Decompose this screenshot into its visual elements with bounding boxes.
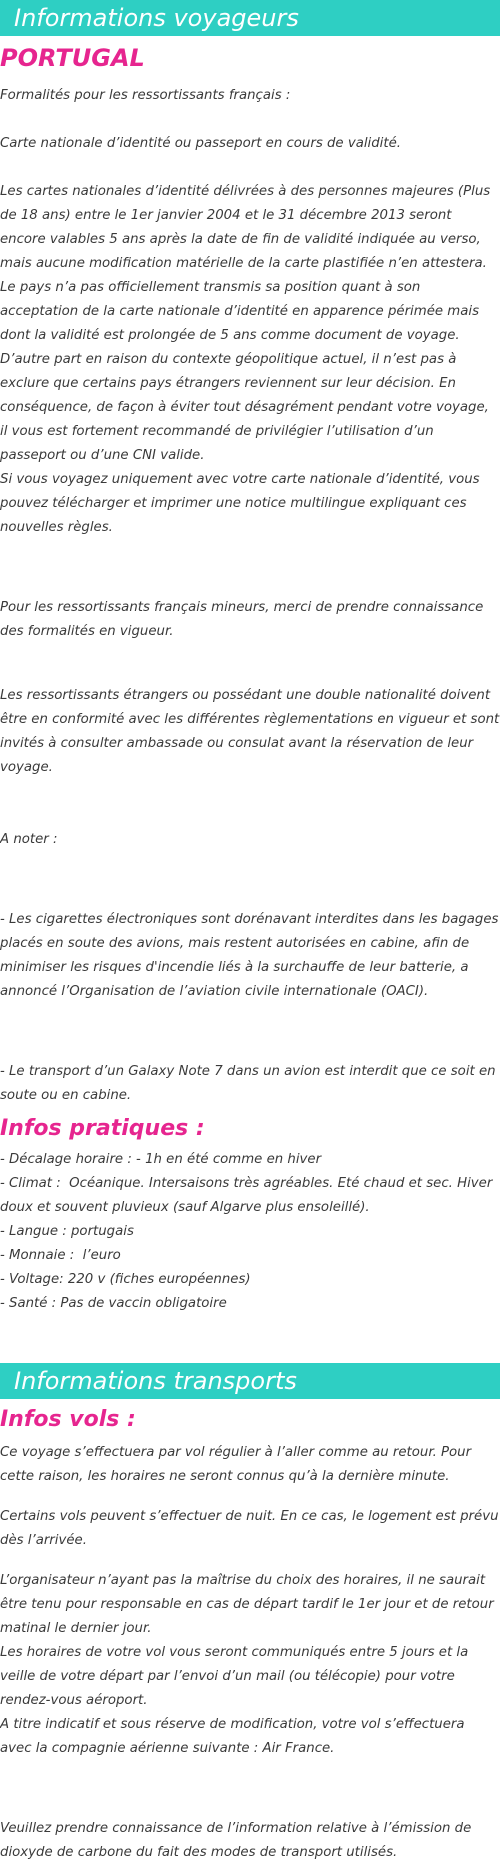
spacer bbox=[0, 1553, 500, 1569]
infos-pratiques-list bbox=[0, 1148, 500, 1316]
infos-pratiques-item: - Décalage horaire : - 1h en été comme en hiver bbox=[0, 1152, 322, 1167]
country-title: PORTUGAL bbox=[0, 44, 145, 72]
cni-paragraph-1: Les cartes nationales d’identité délivrées à des personnes majeures (Plus de 18 ans) entre le 1er janvier 2004 et le 31 décembre 2013 seront encore valables 5 ans après la date de fin de validité indiquée au verso, mais aucune modification matérielle de la carte plastifiée n’en attestera. bbox=[0, 184, 495, 271]
a-noter-label: A noter : bbox=[0, 832, 58, 847]
spacer bbox=[0, 780, 500, 828]
vols-nuit-text: Certains vols peuvent s’effectuer de nuit. En ce cas, le logement est prévu dès l’arrivée. bbox=[0, 1509, 499, 1548]
spacer bbox=[0, 1004, 500, 1060]
spacer bbox=[0, 540, 500, 596]
spacer bbox=[0, 644, 500, 684]
formalites-intro: Formalités pour les ressortissants français : bbox=[0, 88, 291, 103]
infos-vols-title: Infos vols : bbox=[0, 1407, 136, 1432]
spacer bbox=[0, 108, 500, 132]
carte-identite-text: Carte nationale d’identité ou passeport en cours de validité. bbox=[0, 136, 401, 151]
horaires-text: Les horaires de votre vol vous seront communiqués entre 5 jours et la veille de votre départ par l’envoi d’un mail (ou télécopie) pour votre rendez-vous aéroport. bbox=[0, 1645, 473, 1708]
cni-paragraph-3: Si vous voyagez uniquement avec votre carte nationale d’identité, vous pouvez télécharger et imprimer une notice multilingue expliquant ces nouvelles règles. bbox=[0, 472, 484, 535]
infos-pratiques-item: - Climat : Océanique. Intersaisons très agréables. Eté chaud et sec. Hiver doux et souvent pluvieux (sauf Algarve plus ensoleillé). bbox=[0, 1176, 497, 1215]
infos-pratiques-item: - Monnaie : l’euro bbox=[0, 1248, 121, 1263]
infos-pratiques-item: - Langue : portugais bbox=[0, 1224, 134, 1239]
spacer bbox=[0, 1761, 500, 1817]
organisateur-text: L’organisateur n’ayant pas la maîtrise du choix des horaires, il ne saurait être tenu pour responsable en cas de départ tardif le 1er jour et de retour matinal le dernier jour. bbox=[0, 1573, 498, 1636]
mineurs-text: Pour les ressortissants français mineurs, merci de prendre connaissance des formalités en vigueur. bbox=[0, 600, 488, 639]
section-header-voyageurs bbox=[0, 0, 500, 36]
section-header-transports bbox=[0, 1363, 500, 1399]
galaxy-notice: - Le transport d’un Galaxy Note 7 dans un avion est interdit que ce soit en soute ou en cabine. bbox=[0, 1064, 500, 1103]
spacer bbox=[0, 1489, 500, 1505]
vol-regulier-text: Ce voyage s’effectuera par vol régulier à l’aller comme au retour. Pour cette raison, les horaires ne seront connus qu’à la dernière minute. bbox=[0, 1445, 476, 1484]
co2-notice: Veuillez prendre connaissance de l’information relative à l’émission de dioxyde de carbone du fait des modes de transport utilisés. bbox=[0, 1821, 476, 1860]
etrangers-text: Les ressortissants étrangers ou possédant une double nationalité doivent être en conformité avec les différentes règlementations en vigueur et sont invités à consulter ambassade ou consulat avant la réservation de leur voyage. bbox=[0, 688, 500, 775]
compagnie-text: A titre indicatif et sous réserve de modification, votre vol s’effectuera avec la compagnie aérienne suivante : Air France. bbox=[0, 1717, 469, 1756]
infos-pratiques-title: Infos pratiques : bbox=[0, 1116, 205, 1141]
infos-pratiques-item: - Voltage: 220 v (fiches européennes) bbox=[0, 1272, 251, 1287]
section-header-voyageurs-label: Informations voyageurs bbox=[14, 4, 299, 32]
spacer bbox=[0, 852, 500, 908]
section-header-transports-label: Informations transports bbox=[14, 1367, 297, 1395]
cni-paragraph-2: Le pays n’a pas officiellement transmis sa position quant à son acceptation de la carte nationale d’identité en apparence périmée mais dont la validité est prolongée de 5 ans comme document de voyage. D’autre part en raison du contexte géopolitique actuel, il n’est pas à exclure que certains pays étrangers reviennent sur leur décision. En conséquence, de façon à éviter tout désagrément pendant votre voyage, il vous est fortement recommandé de privilégier l’utilisation d’un passeport ou d’une CNI valide. bbox=[0, 280, 494, 463]
spacer bbox=[0, 156, 500, 180]
infos-pratiques-item: - Santé : Pas de vaccin obligatoire bbox=[0, 1296, 227, 1311]
cigarettes-notice: - Les cigarettes électroniques sont dorénavant interdites dans les bagages placés en soute des avions, mais restent autorisées en cabine, afin de minimiser les risques d'incendie liés à la surchauffe de leur batterie, a annoncé l’Organisation de l’aviation civile internationale (OACI). bbox=[0, 912, 499, 999]
